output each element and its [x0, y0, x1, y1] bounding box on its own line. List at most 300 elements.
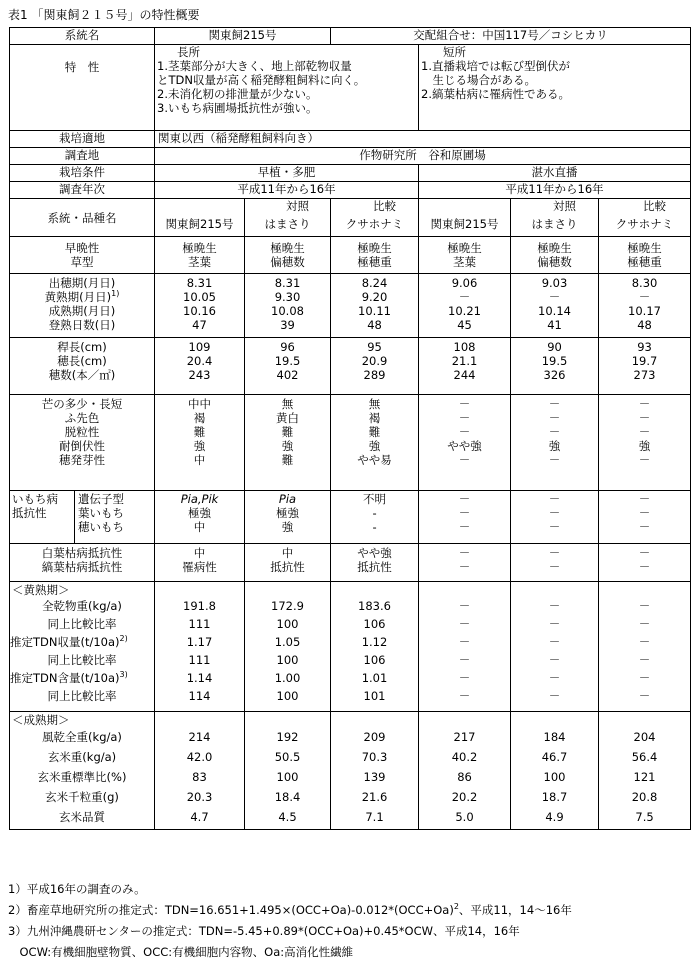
row-label-text: 推定TDN含量(t/10a)	[10, 671, 120, 685]
cross-cell	[331, 28, 691, 45]
row-value: －	[458, 290, 471, 304]
row-value: 罹病性	[182, 560, 217, 574]
row-value: 100	[276, 689, 299, 703]
site-label-cell	[10, 148, 155, 165]
maturity-value: 極晩生	[357, 241, 392, 255]
row-value: 黄白	[276, 411, 299, 425]
maturity-cell	[599, 237, 691, 274]
row-value: 10.08	[271, 304, 304, 318]
dates-row-values	[331, 274, 419, 338]
stripe-row-values	[155, 544, 245, 582]
row-value: 8.24	[361, 276, 388, 290]
row-value: 7.1	[365, 810, 384, 824]
traits-label: 特 性	[64, 60, 100, 74]
row-value: 1.00	[274, 671, 301, 685]
blast-value: Pia	[278, 492, 297, 506]
row-value: －	[638, 425, 651, 439]
variety-col-cell	[331, 199, 419, 237]
row-label-text: 穂長(cm)	[57, 354, 107, 368]
variety-top	[155, 199, 244, 213]
row-value: 難	[281, 425, 294, 439]
footnote-2-text: 2）畜産草地研究所の推定式：TDN=16.651+1.495×(OCC+Oa)-0.012*(OCC+Oa)	[8, 903, 454, 917]
blast-row	[10, 491, 691, 544]
row-value: 19.5	[541, 354, 568, 368]
blast-value: 極強	[276, 506, 299, 520]
variety-name: はまさり	[531, 217, 578, 231]
row-value: 42.0	[186, 750, 213, 764]
yellow-values	[331, 582, 419, 712]
variety-col-cell	[511, 199, 599, 237]
row-value: 無	[281, 397, 294, 411]
row-label-text: 脱粒性	[64, 425, 100, 439]
row-label	[10, 669, 154, 687]
dates-row	[10, 274, 691, 338]
row-value: 10.21	[448, 304, 481, 318]
row-label-text: 芒の多少・長短	[41, 397, 123, 411]
row-value: 無	[368, 397, 381, 411]
row-value: －	[458, 599, 471, 613]
row-label-text: 全乾物重(kg/a)	[42, 599, 122, 613]
variety-top: 比較	[643, 199, 667, 213]
morph-row-labels	[10, 395, 155, 491]
row-value: 402	[276, 368, 299, 382]
morph-row	[10, 395, 691, 491]
row-value: 192	[276, 730, 299, 744]
blast-value: 不明	[363, 492, 387, 506]
row-value: 7.5	[635, 810, 654, 824]
row-label-sup: 1)	[111, 289, 120, 299]
maturity-value: 極晩生	[182, 241, 217, 255]
blast-row-label: 穂いもち	[78, 520, 124, 534]
row-label: 玄米千粒重(g)	[45, 790, 119, 804]
cond-b-cell	[419, 165, 691, 182]
morph-row-values	[155, 395, 245, 491]
blast-value: －	[638, 492, 651, 506]
row-value: 4.9	[545, 810, 564, 824]
row-value: 1.05	[274, 635, 301, 649]
footnote-2-tail: 、平成11，14～16年	[458, 903, 572, 917]
row-label-sup: 3)	[119, 670, 128, 680]
maturity-cell	[155, 237, 245, 274]
row-label	[10, 546, 154, 560]
row-value: 111	[188, 653, 211, 667]
plant-type-value: 極穂重	[357, 255, 392, 269]
row-label	[10, 397, 154, 411]
maturity-cell	[331, 237, 419, 274]
row-value: －	[458, 397, 471, 411]
blast-value: －	[638, 520, 651, 534]
row-value: 41	[547, 318, 562, 332]
row-label	[10, 597, 154, 615]
row-value: 難	[368, 425, 381, 439]
row-value: 56.4	[631, 750, 658, 764]
growth-row-values	[511, 338, 599, 395]
demerit-head: 短所	[443, 45, 467, 59]
row-value: 強	[193, 439, 206, 453]
blast-values	[245, 491, 331, 544]
row-value: －	[458, 617, 471, 631]
demerit-line: 1.直播栽培では転び型倒伏が	[421, 59, 570, 73]
stripe-row-values	[419, 544, 511, 582]
row-value: 9.03	[541, 276, 568, 290]
blast-values	[419, 491, 511, 544]
row-value: 101	[363, 689, 386, 703]
blast-row-label: 遺伝子型	[78, 492, 124, 506]
variety-top: 対照	[286, 199, 309, 213]
blast-value: －	[458, 492, 471, 506]
row-label	[10, 560, 154, 574]
blast-value: －	[548, 506, 561, 520]
variety-name: 関東飼215号	[430, 217, 499, 231]
years-label: 調査年次	[59, 182, 105, 196]
row-value: 139	[363, 770, 386, 784]
row-value: －	[548, 599, 561, 613]
row-value: －	[638, 560, 651, 574]
morph-row-values	[599, 395, 691, 491]
blast-value: Pia,Pik	[180, 492, 219, 506]
dates-row-labels	[10, 274, 155, 338]
row-value: －	[548, 617, 561, 631]
row-value: 10.14	[538, 304, 571, 318]
blast-values	[599, 491, 691, 544]
row-value: －	[638, 635, 651, 649]
stripe-row	[10, 544, 691, 582]
stripe-row-values	[511, 544, 599, 582]
row-value: －	[458, 411, 471, 425]
growth-row-labels	[10, 338, 155, 395]
row-label-text: 白葉枯病抵抗性	[41, 546, 123, 560]
row-value: －	[548, 689, 561, 703]
row-value: －	[638, 599, 651, 613]
variety-label-cell	[10, 199, 155, 237]
region-label-cell	[10, 131, 155, 148]
row-value: 8.30	[631, 276, 658, 290]
yellow-values	[511, 582, 599, 712]
row-value: 243	[188, 368, 211, 382]
dates-row-values	[511, 274, 599, 338]
table-title: 表1 「関東飼２１５号」の特性概要	[8, 8, 200, 22]
row-label	[10, 615, 154, 633]
row-value: やや強	[447, 439, 482, 453]
blast-value: －	[548, 520, 561, 534]
region-value: 関東以西（稲発酵粗飼料向き）	[158, 131, 319, 145]
footnote-4: OCW:有機細胞壁物質、OCC:有機細胞内容物、Oa:高消化性繊維	[8, 945, 354, 959]
row-label	[10, 354, 154, 368]
row-value: －	[638, 671, 651, 685]
maturity-value: 極晩生	[270, 241, 305, 255]
row-label-text: 穂発芽性	[59, 453, 105, 467]
row-label	[10, 340, 154, 354]
characteristics-table	[9, 27, 691, 830]
merits-cell	[155, 45, 419, 131]
blast-value: -	[372, 520, 377, 534]
row-value: 326	[543, 368, 566, 382]
row-value: 中	[193, 453, 206, 467]
row-value: 172.9	[271, 599, 304, 613]
blast-value: －	[458, 520, 471, 534]
row-value: 47	[192, 318, 207, 332]
row-label-text: 推定TDN収量(t/10a)	[10, 635, 120, 649]
plant-type-value: 極穂重	[627, 255, 662, 269]
years-row	[10, 182, 691, 199]
conditions-a: 早植・多肥	[257, 165, 316, 179]
morph-row-values	[511, 395, 599, 491]
row-value: 20.2	[451, 790, 478, 804]
cond-label-cell	[10, 165, 155, 182]
row-label	[10, 439, 154, 453]
row-value: 100	[276, 770, 299, 784]
traits-label-cell	[10, 45, 155, 131]
years-a-cell	[155, 182, 419, 199]
variety-name: 関東飼215号	[165, 217, 234, 231]
row-label	[10, 453, 154, 467]
blast-row-label: 葉いもち	[78, 506, 124, 520]
growth-row-values	[419, 338, 511, 395]
row-value: －	[458, 653, 471, 667]
row-value: 20.9	[361, 354, 388, 368]
traits-row	[10, 45, 691, 131]
merit-line: 3.いもち病圃場抵抗性が強い。	[157, 101, 318, 115]
row-value: 強	[548, 439, 561, 453]
row-value: 1.14	[186, 671, 213, 685]
years-label-cell	[10, 182, 155, 199]
row-value: 48	[367, 318, 382, 332]
row-value: 4.7	[190, 810, 209, 824]
row-value: －	[458, 635, 471, 649]
row-value: 70.3	[361, 750, 388, 764]
maturity-value: 極晩生	[447, 241, 482, 255]
row-value: 1.12	[361, 635, 388, 649]
variety-col-cell	[155, 199, 245, 237]
row-label	[10, 304, 154, 318]
row-value: －	[458, 560, 471, 574]
row-value: 121	[633, 770, 656, 784]
row-value: 18.4	[274, 790, 301, 804]
stripe-row-values	[245, 544, 331, 582]
row-value: －	[638, 617, 651, 631]
merit-head: 長所	[177, 45, 200, 59]
footnote-2-sup: 2	[453, 902, 459, 912]
row-value: 106	[363, 653, 386, 667]
row-value: 褐	[368, 411, 381, 425]
dates-row-values	[155, 274, 245, 338]
row-value: 10.17	[628, 304, 661, 318]
yellow-labels	[10, 582, 155, 712]
row-value: 108	[453, 340, 476, 354]
row-value: －	[638, 689, 651, 703]
row-value: 217	[453, 730, 476, 744]
plant-type-value: 偏穂数	[270, 255, 305, 269]
row-value: 中	[281, 546, 294, 560]
variety-top: 比較	[373, 199, 397, 213]
header-cross: 交配組合せ：中国117号／コシヒカリ	[413, 28, 608, 42]
footnote-1: 1）平成16年の調査のみ。	[8, 882, 146, 896]
row-value: 20.4	[186, 354, 213, 368]
variety-name: クサホナミ	[615, 217, 674, 231]
row-value: －	[458, 671, 471, 685]
row-value: 4.5	[278, 810, 297, 824]
row-value: 90	[547, 340, 562, 354]
row-value: 9.06	[451, 276, 478, 290]
blast-group-cell	[10, 491, 75, 544]
site-value-cell	[155, 148, 691, 165]
maturity-value: 極晩生	[537, 241, 572, 255]
maturity-cell	[511, 237, 599, 274]
yellow-head: ＜黄熟期＞	[12, 583, 70, 597]
row-value: －	[548, 671, 561, 685]
variety-label: 系統・品種名	[47, 210, 117, 225]
header-name: 関東飼215号	[208, 28, 277, 42]
row-value: 21.1	[451, 354, 478, 368]
years-a: 平成11年から16年	[237, 182, 336, 196]
row-value: 111	[188, 617, 211, 631]
dates-row-values	[245, 274, 331, 338]
row-label	[10, 276, 154, 290]
row-label	[10, 633, 154, 651]
ripe-values	[599, 712, 691, 830]
row-label-text: 穂数(本／㎡)	[48, 368, 116, 382]
row-value: 18.7	[541, 790, 568, 804]
ripe-values	[419, 712, 511, 830]
conditions-row	[10, 165, 691, 182]
row-value: 1.01	[361, 671, 388, 685]
row-value: 19.5	[274, 354, 301, 368]
ripe-row	[10, 712, 691, 830]
row-label: 玄米重標準比(%)	[37, 770, 127, 784]
row-value: 106	[363, 617, 386, 631]
variety-top: 対照	[553, 199, 577, 213]
row-value: 19.7	[631, 354, 658, 368]
blast-values	[331, 491, 419, 544]
yellow-values	[419, 582, 511, 712]
row-value: やや易	[357, 453, 392, 467]
row-value: －	[548, 397, 561, 411]
row-label-text: 同上比較比率	[47, 689, 117, 703]
row-value: －	[548, 546, 561, 560]
yellow-values	[155, 582, 245, 712]
row-value: －	[638, 453, 651, 467]
years-b: 平成11年から16年	[505, 182, 604, 196]
row-value: 8.31	[274, 276, 301, 290]
row-label	[10, 318, 154, 332]
blast-group-label: いもち病	[12, 492, 58, 506]
label-cell	[10, 28, 155, 45]
maturity-row	[10, 237, 691, 274]
blast-value: 極強	[188, 506, 211, 520]
blast-value: －	[638, 506, 651, 520]
row-value: 40.2	[451, 750, 478, 764]
plant-type-value: 茎葉	[188, 255, 211, 269]
row-value: 9.30	[274, 290, 301, 304]
row-value: 214	[188, 730, 211, 744]
row-value: －	[548, 653, 561, 667]
row-value: 83	[192, 770, 207, 784]
row-value: 強	[368, 439, 381, 453]
row-value: －	[458, 453, 471, 467]
row-label-text: ふ先色	[64, 411, 100, 425]
row-value: 100	[276, 653, 299, 667]
row-value: 183.6	[358, 599, 391, 613]
maturity-cell	[419, 237, 511, 274]
variety-top	[419, 199, 510, 213]
row-value: －	[548, 635, 561, 649]
row-value: －	[548, 453, 561, 467]
row-value: 39	[280, 318, 295, 332]
row-label	[10, 651, 154, 669]
row-value: －	[638, 411, 651, 425]
maturity-cell	[245, 237, 331, 274]
row-value: 9.20	[361, 290, 388, 304]
site-row	[10, 148, 691, 165]
stripe-row-values	[599, 544, 691, 582]
ripe-head: ＜成熟期＞	[12, 713, 70, 727]
yellow-values	[245, 582, 331, 712]
row-value: 1.17	[186, 635, 213, 649]
blast-labels-cell	[75, 491, 155, 544]
row-value: 褐	[193, 411, 206, 425]
header-label: 系統名	[64, 28, 100, 42]
row-label	[10, 290, 154, 304]
variety-col-cell	[419, 199, 511, 237]
row-value: 95	[367, 340, 382, 354]
row-label: 玄米重(kg/a)	[47, 750, 117, 764]
row-value: －	[548, 290, 561, 304]
footnotes	[8, 879, 572, 963]
conditions-b: 湛水直播	[531, 165, 578, 179]
variety-name: クサホナミ	[345, 217, 404, 231]
demerit-line: 生じる場合がある。	[421, 73, 537, 87]
ripe-values	[511, 712, 599, 830]
row-value: 20.3	[186, 790, 213, 804]
row-value: －	[458, 425, 471, 439]
row-value: 209	[363, 730, 386, 744]
growth-row-values	[331, 338, 419, 395]
row-label-text: 耐倒伏性	[59, 439, 105, 453]
ripe-values	[155, 712, 245, 830]
row-value: －	[638, 290, 651, 304]
row-label	[10, 411, 154, 425]
region-row	[10, 131, 691, 148]
row-value: 21.6	[361, 790, 388, 804]
row-value: 強	[638, 439, 651, 453]
row-value: 中中	[188, 397, 211, 411]
dates-row-values	[419, 274, 511, 338]
variety-name: はまさり	[264, 217, 311, 231]
row-value: 8.31	[186, 276, 213, 290]
years-b-cell	[419, 182, 691, 199]
row-value: 抵抗性	[270, 560, 305, 574]
blast-value: 強	[281, 520, 294, 534]
site-label: 調査地	[64, 148, 100, 162]
yellow-row	[10, 582, 691, 712]
maturity-label: 草型	[70, 255, 94, 269]
row-value: 114	[188, 689, 211, 703]
maturity-value: 極晩生	[627, 241, 662, 255]
row-label-text: 登熟日数(日)	[48, 318, 116, 332]
growth-row-values	[599, 338, 691, 395]
row-value: 45	[457, 318, 472, 332]
merit-line: とTDN収量が高く稲発酵粗飼料に向く。	[157, 73, 366, 87]
row-label	[10, 368, 154, 382]
region-value-cell	[155, 131, 691, 148]
variety-col-cell	[245, 199, 331, 237]
merit-line: 1.茎葉部分が大きく、地上部乾物収量	[157, 59, 352, 73]
row-value: －	[638, 546, 651, 560]
row-value: 109	[188, 340, 211, 354]
growth-row	[10, 338, 691, 395]
morph-row-values	[419, 395, 511, 491]
merit-line: 2.未消化籾の排泄量が少ない。	[157, 87, 318, 101]
